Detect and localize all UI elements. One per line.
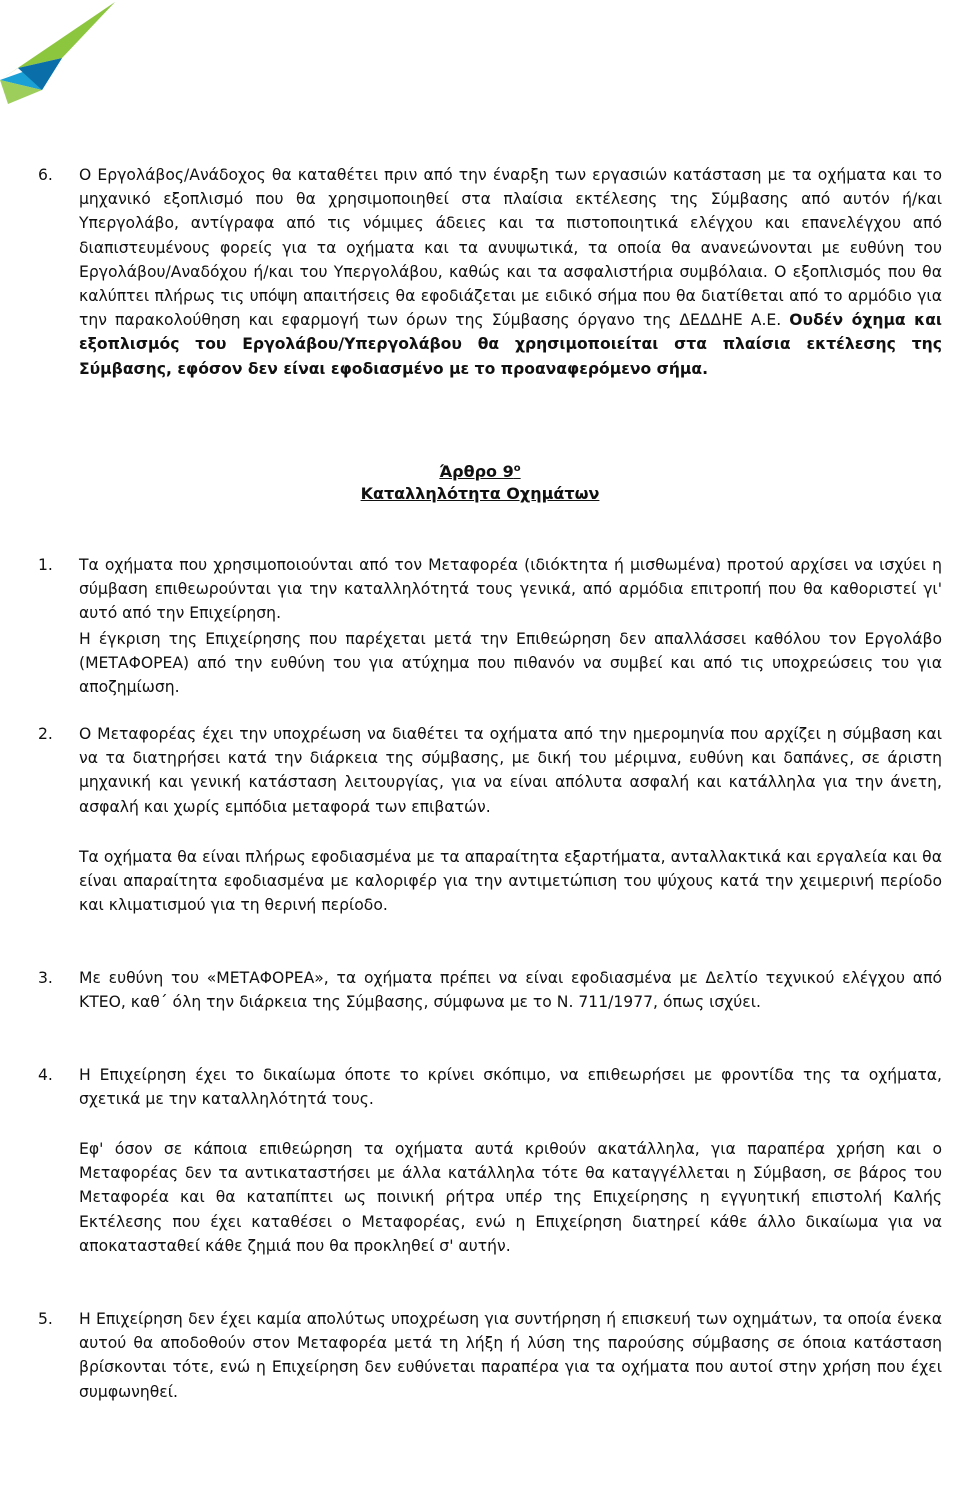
article-title-text: Άρθρο 9	[439, 462, 514, 481]
item-number-3: 3.	[38, 969, 53, 987]
article-title-sup: ο	[513, 463, 521, 474]
item-number-6: 6.	[38, 166, 53, 184]
item-6-paragraph	[79, 163, 942, 381]
item-number-1: 1.	[38, 556, 53, 574]
item-3-paragraph-1: Με ευθύνη του «ΜΕΤΑΦΟΡΕΑ», τα οχήματα πρέπει να είναι εφοδιασμένα με Δελτίο τεχνικού ελέγχου από ΚΤΕΟ, καθ΄ όλη την διάρκεια της Σύμβασης, σύμφωνα με το Ν. 711/1977, όπως ισχύει.	[79, 969, 942, 1012]
item-number-5: 5.	[38, 1310, 53, 1328]
item-1-paragraph-2: Η έγκριση της Επιχείρησης που παρέχεται μετά την Επιθεώρηση δεν απαλλάσσει καθόλου τον Εργολάβο (ΜΕΤΑΦΟΡΕΑ) από την ευθύνη του για ατύχημα που πιθανόν να συμβεί και από τις υποχρεώσεις του για αποζημίωση.	[79, 630, 942, 697]
article-title	[0, 457, 960, 484]
item-4-paragraph-1: Η Επιχείρηση έχει το δικαίωμα όποτε το κρίνει σκόπιμο, να επιθεωρήσει με φροντίδα της τα οχήματα, σχετικά με την καταλληλότητά τους.	[79, 1066, 942, 1109]
item-6-text: Ο Εργολάβος/Ανάδοχος θα καταθέτει πριν από την έναρξη των εργασιών κατάσταση με τα οχήματα και το μηχανικό εξοπλισμό που θα χρησιμοποιηθεί στα πλαίσια εκτέλεσης της Σύμβασης από αυτόν ή/και Υπεργολάβο, αντίγραφα από τις νόμιμες άδειες και τα πιστοποιητικά ελέγχου και επανελέγχου από διαπιστευμένους φορείς για τα οχήματα και τα ανυψωτικά, τα οποία θα ανανεώνονται με ευθύνη του Εργολάβου/Αναδόχου ή/και του Υπεργολάβου, καθώς και τα ασφαλιστήρια συμβόλαια. Ο εξοπλισμός που θα καλύπτει πλήρως τις υπόψη απαιτήσεις θα εφοδιάζεται με ειδικό σήμα που θα διατίθεται από το αρμόδιο για την παρακολούθηση και εφαρμογή των όρων της Σύμβασης όργανο της ΔΕΔΔΗΕ Α.Ε.	[79, 166, 942, 330]
item-2-paragraph-2: Τα οχήματα θα είναι πλήρως εφοδιασμένα με τα απαραίτητα εξαρτήματα, ανταλλακτικά και εργαλεία και θα είναι απαραίτητα εφοδιασμένα με καλοριφέρ για την αντιμετώπιση του ψύχους κατά την χειμερινή περίοδο και κλιματισμού για τη θερινή περίοδο.	[79, 848, 942, 915]
item-4-paragraph-2: Εφ' όσον σε κάποια επιθεώρηση τα οχήματα αυτά κριθούν ακατάλληλα, για παραπέρα χρήση και ο Μεταφορέας δεν τα αντικαταστήσει με άλλα κατάλληλα τότε θα καταγγέλλεται η Σύμβαση, σε βάρος του Μεταφορέα και θα καταπίπτει ως ποινική ρήτρα υπέρ της Επιχείρησης η εγγυητική επιστολή Καλής Εκτέλεσης που έχει καταθέσει ο Μεταφορέας, ενώ η Επιχείρηση διατηρεί κάθε άλλο δικαίωμα για να αποκατασταθεί κάθε ζημιά που θα προκληθεί σ' αυτήν.	[79, 1140, 942, 1255]
item-6-bold-text: Ουδέν όχημα και εξοπλισμός του Εργολάβου/Υπεργολάβου θα χρησιμοποιείται στα πλαίσια εκτέλεσης της Σύμβασης, εφόσον δεν είναι εφοδιασμένο με το προαναφερόμενο σήμα.	[79, 311, 943, 378]
item-2-paragraph-1: Ο Μεταφορέας έχει την υποχρέωση να διαθέτει τα οχήματα από την ημερομηνία που αρχίζει η σύμβαση και να τα διατηρήσει κατά την διάρκεια της σύμβασης, με δική του μέριμνα, ευθύνη και δαπάνες, σε άριστη μηχανική και γενική κατάσταση λειτουργίας, για να είναι απόλυτα ασφαλή και κατάλληλα για την άνετη, ασφαλή και χωρίς εμπόδια μεταφορά των επιβατών.	[79, 725, 942, 816]
article-subtitle: Καταλληλότητα Οχημάτων	[360, 484, 600, 503]
item-1-paragraph-1: Τα οχήματα που χρησιμοποιούνται από τον Μεταφορέα (ιδιόκτητα ή μισθωμένα) προτού αρχίσει να ισχύει η σύμβαση επιθεωρούνται για την καταλληλότητά τους γενικά, από αρμόδια επιτροπή που θα καθοριστεί γι' αυτό από την Επιχείρηση.	[79, 556, 942, 623]
item-number-4: 4.	[38, 1066, 53, 1084]
item-5-paragraph-1: Η Επιχείρηση δεν έχει καμία απολύτως υποχρέωση για συντήρηση ή επισκευή των οχημάτων, τα οποία ένεκα αυτού θα αποδοθούν στον Μεταφορέα μετά τη λήξη ή λύση της παρούσης σύμβασης σε όποια κατάσταση βρίσκονται τότε, ενώ η Επιχείρηση δεν ευθύνεται παραπέρα για τα οχήματα που αυτοί στην χρήση που έχει συμφωνηθεί.	[79, 1310, 942, 1401]
item-number-2: 2.	[38, 725, 53, 743]
